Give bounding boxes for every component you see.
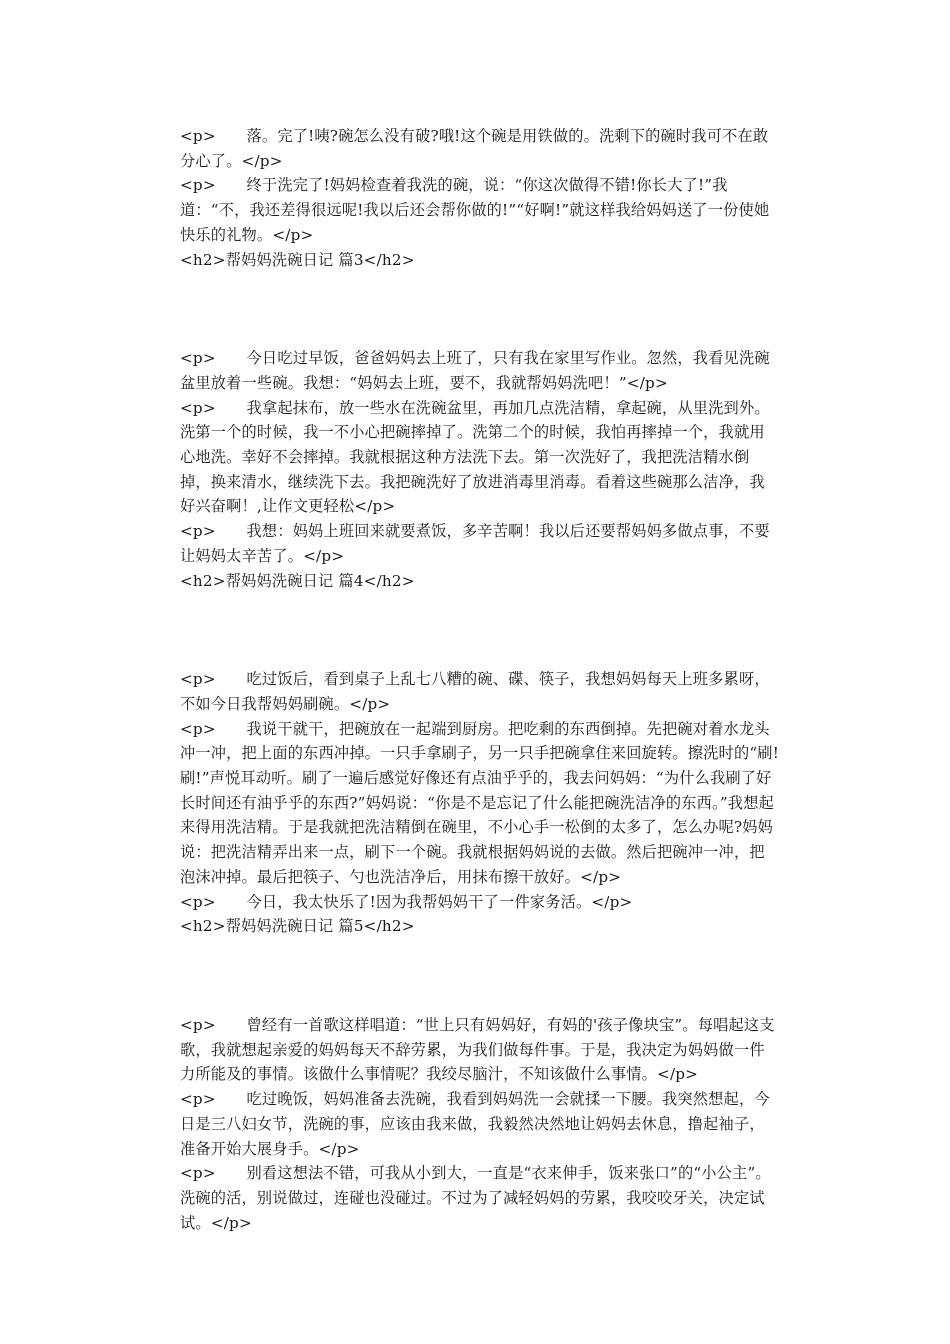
paragraph: <p> 今日吃过早饭，爸爸妈妈去上班了，只有我在家里写作业。忽然，我看见洗碗盆里放着一些碗。我想：“妈妈去上班，要不，我就帮妈妈洗吧！”</p> [180, 349, 770, 392]
paragraph: <p> 别看这想法不错，可我从小到大，一直是“衣来伸手，饭来张口”的“小公主”。洗碗的活，别说做过，连碰也没碰过。不过为了减轻妈妈的劳累，我咬咬牙关，决定试试。</p> [180, 1164, 771, 1232]
paragraph: <p> 我说干就干，把碗放在一起端到厨房。把吃剩的东西倒掉。先把碗对着水龙头冲一冲，把上面的东西冲掉。一只手拿刷子，另一只手把碗拿住来回旋转。擦洗时的“刷!刷!”声悦耳动听。刷了一遍后感觉好像还有点油乎乎的，我去问妈妈：“为什么我刷了好长时间还有油乎乎的东西?”妈妈说：“你是不是忘记了什么能把碗洗洁净的东西。”我想起来得用洗洁精。于是我就把洗洁精倒在碗里，不小心手一松倒的太多了，怎么办呢?妈妈说：把洗洁精弄出来一点，刷下一个碗。我就根据妈妈说的去做。然后把碗冲一冲，把泡沫冲掉。最后把筷子、勺也洗洁净后，用抹布擦干放好。</p> [180, 719, 779, 886]
section-gap [180, 593, 780, 667]
section-heading: <h2>帮妈妈洗碗日记 篇4</h2> [180, 571, 415, 590]
section-gap [180, 939, 780, 1013]
paragraph: <p> 我想：妈妈上班回来就要煮饭，多辛苦啊！我以后还要帮妈妈多做点事，不要让妈妈太辛苦了。</p> [180, 522, 770, 565]
paragraph: <p> 吃过晚饭，妈妈准备去洗碗，我看到妈妈洗一会就揉一下腰。我突然想起，今日是三八妇女节，洗碗的事，应该由我来做，我毅然决然地让妈妈去休息，撸起袖子，准备开始大展身手。</p> [180, 1090, 770, 1158]
paragraph: <p> 落。完了!咦?碗怎么没有破?哦!这个碗是用铁做的。洗剩下的碗时我可不在敢分心了。</p> [180, 127, 769, 170]
paragraph: <p> 我拿起抹布，放一些水在洗碗盆里，再加几点洗洁精，拿起碗，从里洗到外。洗第一个的时候，我一不小心把碗摔掉了。洗第二个的时候，我怕再摔掉一个，我就用心地洗。幸好不会摔掉。我就根据这种方法洗下去。第一次洗好了，我把洗洁精水倒掉，换来清水，继续洗下去。我把碗洗好了放进消毒里消毒。看着这些碗那么洁净，我好兴奋啊！,让作文更轻松</p> [180, 398, 770, 516]
section-gap [180, 272, 780, 346]
paragraph: <p> 曾经有一首歌这样唱道：“世上只有妈妈好，有妈的'孩子像块宝”。每唱起这支歌，我就想起亲爱的妈妈每天不辞劳累，为我们做每件事。于是，我决定为妈妈做一件力所能及的事情。该做什么事情呢？我绞尽脑汁，不知该做什么事情。</p> [180, 1015, 775, 1084]
paragraph: <p> 终于洗完了!妈妈检查着我洗的碗，说：“你这次做得不错!你长大了!”我道：“不，我还差得很远呢!我以后还会帮你做的!”“好啊!”就这样我给妈妈送了一份使她快乐的礼物。</p> [180, 176, 770, 244]
section-heading: <h2>帮妈妈洗碗日记 篇3</h2> [180, 250, 415, 269]
document-body [180, 124, 780, 1235]
paragraph: <p> 吃过饭后，看到桌子上乱七八糟的碗、碟、筷子，我想妈妈每天上班多累呀，不如今日我帮妈妈刷碗。</p> [180, 670, 770, 713]
paragraph: <p> 今日，我太快乐了!因为我帮妈妈干了一件家务活。</p> [180, 892, 633, 911]
section-heading: <h2>帮妈妈洗碗日记 篇5</h2> [180, 917, 415, 936]
